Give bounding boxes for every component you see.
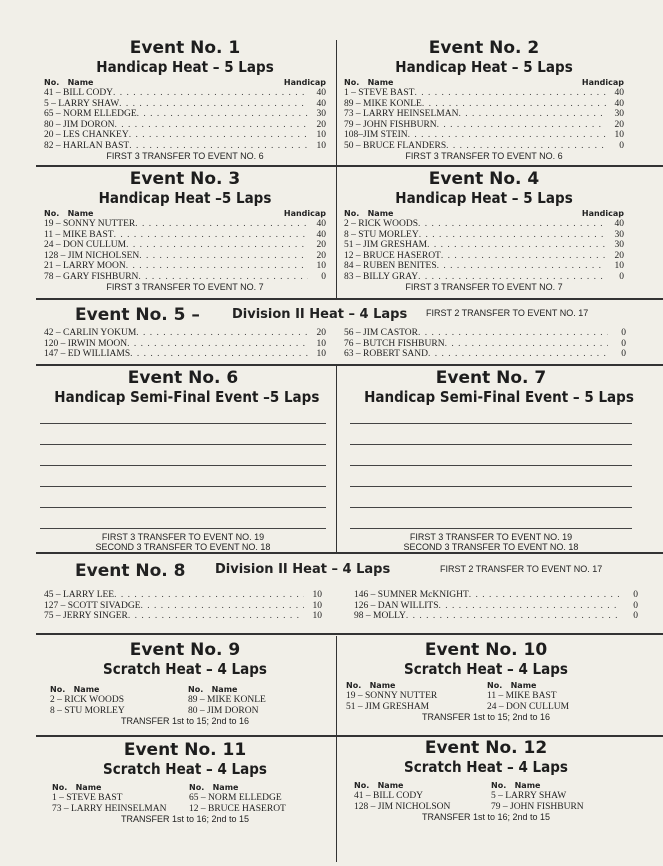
entry-row <box>44 611 322 622</box>
event-title: Event No. 4 <box>428 169 540 189</box>
entry-row <box>346 702 628 713</box>
event-subtitle: Scratch Heat – 4 Laps <box>404 758 568 776</box>
entry-row <box>44 328 326 339</box>
scratch-entries <box>344 777 628 812</box>
dot-leader <box>128 611 304 622</box>
entry-row <box>344 230 624 241</box>
blank-line <box>350 465 632 466</box>
header-no: No. <box>344 78 360 87</box>
header-no: No. <box>487 681 503 690</box>
column-header <box>44 209 326 219</box>
entry-handicap: 0 <box>621 338 626 349</box>
event-subtitle: Handicap Semi-Final Event –5 Laps <box>54 388 320 406</box>
entry-name: 51 – JIM GRESHAM <box>346 701 430 712</box>
entry-row <box>44 219 326 230</box>
entry-row <box>344 99 624 110</box>
event-subtitle: Handicap Heat – 5 Laps <box>395 189 573 207</box>
header-no: No. <box>346 681 362 690</box>
entry-name: 41 – BILL CODY <box>354 791 424 801</box>
event-8-right <box>354 590 638 622</box>
dot-leader <box>418 272 606 283</box>
header-cell <box>354 781 491 791</box>
event-2 <box>344 38 624 161</box>
entry-name: 50 – BRUCE FLANDERS <box>344 140 447 151</box>
entry-name: 147 – ED WILLIAMS <box>44 349 131 359</box>
entry-name: 56 – JIM CASTOR <box>344 328 418 338</box>
entry-list <box>44 590 322 622</box>
transfer-note: TRANSFER 1st to 15; 2nd to 16 <box>421 712 551 722</box>
entry-row <box>44 120 326 131</box>
entry-name: 78 – GARY FISHBURN <box>44 271 139 282</box>
entry-handicap: 30 <box>316 109 326 119</box>
entry-handicap: 10 <box>614 130 624 140</box>
entry-name: 65 – NORM ELLEDGE <box>44 109 137 119</box>
dot-leader <box>437 261 606 272</box>
event-subtitle: Handicap Heat – 5 Laps <box>395 58 573 76</box>
entry-name: 65 – NORM ELLEDGE <box>189 793 282 803</box>
entry-handicap: 20 <box>316 240 326 250</box>
entry-name: 1 – STEVE BAST <box>344 88 415 98</box>
entry-handicap: 10 <box>312 600 322 611</box>
entry-row <box>44 130 326 141</box>
event-5-subtitle: Division II Heat – 4 Laps <box>232 307 408 322</box>
entry-row <box>44 109 326 120</box>
entry-handicap: 30 <box>614 229 624 240</box>
entry-name: 120 – IRWIN MOON <box>44 338 128 349</box>
header-name: Name <box>367 209 394 218</box>
entry-handicap: 40 <box>614 88 624 98</box>
dot-leader <box>419 230 606 241</box>
entry-row <box>44 88 326 99</box>
event-title: Event No. 3 <box>129 169 241 189</box>
entry-handicap: 0 <box>619 271 624 282</box>
entry-name: 45 – LARRY LEE <box>44 590 115 600</box>
entry-handicap: 10 <box>614 261 624 271</box>
event-title: Event No. 7 <box>435 368 547 388</box>
entry-handicap: 0 <box>633 590 638 600</box>
entry-row <box>344 219 624 230</box>
blank-line <box>40 486 326 487</box>
entry-row <box>44 601 322 612</box>
entry-handicap: 0 <box>321 271 326 282</box>
dot-leader <box>114 230 308 241</box>
entry-name: 146 – SUMNER McKNIGHT <box>354 590 469 600</box>
dot-leader <box>129 130 308 141</box>
event-title: Event No. 9 <box>129 640 241 660</box>
scratch-entries <box>44 679 326 716</box>
dot-leader <box>446 141 606 152</box>
entry-row <box>354 611 638 622</box>
column-header <box>354 781 628 791</box>
event-7 <box>350 368 632 552</box>
entry-list <box>344 328 626 360</box>
event-8-left <box>44 590 322 622</box>
entry-row <box>354 590 638 601</box>
entry-handicap: 10 <box>316 349 326 359</box>
blank-lines <box>350 423 632 529</box>
column-header <box>44 78 326 88</box>
entry-handicap: 10 <box>316 130 326 140</box>
entry-handicap: 10 <box>316 140 326 151</box>
entry-name: 76 – BUTCH FISHBURN <box>344 338 445 349</box>
header-handicap: Handicap <box>283 209 326 218</box>
entry-name: 24 – DON CULLUM <box>44 240 127 250</box>
header-cell <box>188 685 326 695</box>
event-subtitle: Scratch Heat – 4 Laps <box>404 660 568 678</box>
entry-name: 80 – JIM DORON <box>44 119 115 130</box>
event-3 <box>44 169 326 292</box>
entry-name: 98 – MOLLY <box>354 611 406 621</box>
blank-line <box>350 507 632 508</box>
column-header <box>346 681 628 691</box>
event-subtitle: Handicap Heat –5 Laps <box>98 189 272 207</box>
entry-handicap: 10 <box>316 338 326 349</box>
header-name: Name <box>367 78 394 87</box>
event-subtitle: Handicap Heat – 5 Laps <box>96 58 274 76</box>
entry-row <box>44 141 326 152</box>
entry-row <box>44 251 326 262</box>
transfer-note: FIRST 3 TRANSFER TO EVENT NO. 7 <box>405 282 563 292</box>
event-1 <box>44 38 326 161</box>
entry-name: 8 – STU MORLEY <box>50 705 125 716</box>
entry-handicap: 20 <box>316 119 326 130</box>
entry-handicap: 40 <box>316 219 326 229</box>
entry-row <box>44 272 326 283</box>
dot-leader <box>129 141 308 152</box>
event-title: Event No. 10 <box>424 640 548 660</box>
event-title: Event No. 2 <box>428 38 540 58</box>
event-6 <box>40 368 326 552</box>
entry-row <box>344 349 626 360</box>
scratch-entries <box>44 779 326 814</box>
dot-leader <box>130 349 308 360</box>
divider <box>36 298 663 300</box>
entry-name: 24 – DON CULLUM <box>487 701 570 712</box>
entry-row <box>44 99 326 110</box>
entry-row <box>344 120 624 131</box>
column-header <box>344 78 624 88</box>
entry-row <box>354 802 628 813</box>
header-name: Name <box>67 209 94 218</box>
column-divider <box>336 636 337 862</box>
scratch-entries <box>344 679 628 712</box>
divider <box>36 165 663 167</box>
entry-row <box>44 240 326 251</box>
header-no: No. <box>491 781 507 790</box>
entry-row <box>44 261 326 272</box>
blank-line <box>350 528 632 529</box>
entry-name: 80 – JIM DORON <box>188 705 259 716</box>
divider <box>36 552 663 554</box>
entry-handicap: 0 <box>619 140 624 151</box>
dot-leader <box>458 109 606 120</box>
dot-leader <box>135 219 308 230</box>
dot-leader <box>469 590 620 601</box>
event-5-note: FIRST 2 TRANSFER TO EVENT NO. 17 <box>426 308 589 318</box>
dot-leader <box>408 130 606 141</box>
header-cell <box>189 783 326 793</box>
dot-leader <box>445 339 608 350</box>
header-no: No. <box>354 781 370 790</box>
entry-name: 19 – SONNY NUTTER <box>346 691 438 701</box>
header-name: Name <box>75 783 102 792</box>
entry-name: 2 – RICK WOODS <box>50 695 124 705</box>
entry-row <box>344 251 624 262</box>
header-no: No. <box>188 685 204 694</box>
entry-row <box>344 328 626 339</box>
transfer-note: FIRST 3 TRANSFER TO EVENT NO. 6 <box>106 151 264 161</box>
transfer-note: SECOND 3 TRANSFER TO EVENT NO. 18 <box>95 542 271 552</box>
entry-name: 108–JIM STEIN <box>344 130 408 140</box>
entry-name: 128 – JIM NICHOLSEN <box>44 250 140 261</box>
entry-handicap: 10 <box>316 261 326 271</box>
column-divider <box>336 366 337 552</box>
entry-name: 84 – RUBEN BENITES <box>344 261 437 271</box>
entry-handicap: 40 <box>614 98 624 109</box>
entry-name: 63 – ROBERT SAND <box>344 349 428 359</box>
event-10 <box>344 640 628 722</box>
entry-name: 75 – JERRY SINGER <box>44 611 128 621</box>
entry-handicap: 0 <box>621 328 626 338</box>
blank-line <box>40 423 326 424</box>
divider <box>36 735 663 737</box>
entry-row <box>50 706 326 717</box>
blank-line <box>40 465 326 466</box>
dot-leader <box>114 120 308 131</box>
entry-name: 5 – LARRY SHAW <box>44 98 120 109</box>
dot-leader <box>119 99 308 110</box>
header-no: No. <box>344 209 360 218</box>
blank-line <box>40 528 326 529</box>
transfer-note: FIRST 3 TRANSFER TO EVENT NO. 7 <box>106 282 264 292</box>
dot-leader <box>418 219 606 230</box>
entry-row <box>344 109 624 120</box>
entry-name: 41 – BILL CODY <box>44 88 114 98</box>
header-cell <box>487 681 628 691</box>
entry-handicap: 20 <box>316 328 326 338</box>
entry-handicap: 30 <box>614 109 624 119</box>
header-no: No. <box>52 783 68 792</box>
divider <box>36 633 663 635</box>
header-name: Name <box>514 781 541 790</box>
entry-row <box>354 791 628 802</box>
event-subtitle: Scratch Heat – 4 Laps <box>103 660 267 678</box>
entry-name: 126 – DAN WILLITS <box>354 600 439 611</box>
entry-name: 5 – LARRY SHAW <box>491 791 567 801</box>
event-11 <box>44 740 326 824</box>
header-name: Name <box>510 681 537 690</box>
entry-handicap: 40 <box>614 219 624 229</box>
entry-handicap: 40 <box>316 88 326 98</box>
entry-handicap: 40 <box>316 229 326 240</box>
header-cell <box>52 783 189 793</box>
blank-line <box>40 507 326 508</box>
entry-name: 11 – MIKE BAST <box>44 229 114 240</box>
header-name: Name <box>67 78 94 87</box>
transfer-note: FIRST 3 TRANSFER TO EVENT NO. 6 <box>405 151 563 161</box>
header-handicap: Handicap <box>581 209 624 218</box>
blank-lines <box>40 423 326 529</box>
entry-handicap: 40 <box>316 98 326 109</box>
transfer-note: FIRST 3 TRANSFER TO EVENT NO. 19 <box>409 532 573 542</box>
entry-row <box>52 804 326 815</box>
transfer-note: FIRST 3 TRANSFER TO EVENT NO. 19 <box>101 532 265 542</box>
entry-row <box>44 590 322 601</box>
dot-leader <box>126 240 308 251</box>
entry-row <box>344 141 624 152</box>
entry-list <box>44 219 326 282</box>
entry-row <box>346 691 628 702</box>
event-title: Event No. 6 <box>127 368 239 388</box>
entry-name: 51 – JIM GRESHAM <box>344 240 428 250</box>
entry-list <box>354 590 638 622</box>
header-no: No. <box>44 209 60 218</box>
dot-leader <box>439 601 620 612</box>
entry-name: 20 – LES CHANKEY <box>44 130 129 140</box>
entry-name: 21 – LARRY MOON <box>44 261 126 271</box>
event-8-subtitle: Division II Heat – 4 Laps <box>215 562 391 577</box>
entry-list <box>344 219 624 282</box>
dot-leader <box>137 109 308 120</box>
entry-name: 89 – MIKE KONLE <box>188 695 266 705</box>
event-8-note: FIRST 2 TRANSFER TO EVENT NO. 17 <box>440 564 603 574</box>
event-subtitle: Handicap Semi-Final Event – 5 Laps <box>364 388 634 406</box>
entry-name: 127 – SCOTT SIVADGE <box>44 600 141 611</box>
dot-leader <box>441 251 606 262</box>
entry-row <box>354 601 638 612</box>
entry-name: 83 – BILLY GRAY <box>344 271 419 282</box>
entry-handicap: 10 <box>312 590 322 600</box>
event-title: Event No. 1 <box>129 38 241 58</box>
header-cell <box>346 681 487 691</box>
blank-line <box>350 486 632 487</box>
entry-list <box>44 328 326 360</box>
entry-name: 79 – JOHN FISHBURN <box>491 801 584 812</box>
dot-leader <box>418 328 608 339</box>
entry-row <box>344 88 624 99</box>
entry-name: 128 – JIM NICHOLSON <box>354 801 451 812</box>
event-subtitle: Scratch Heat – 4 Laps <box>103 760 267 778</box>
header-name: Name <box>73 685 100 694</box>
header-cell <box>491 781 628 791</box>
event-5-right <box>344 328 626 360</box>
divider <box>36 364 663 366</box>
column-header <box>50 685 326 695</box>
header-handicap: Handicap <box>581 78 624 87</box>
entry-row <box>344 261 624 272</box>
header-no: No. <box>50 685 66 694</box>
entry-list <box>344 88 624 151</box>
entry-handicap: 20 <box>614 119 624 130</box>
entry-name: 19 – SONNY NUTTER <box>44 219 136 229</box>
header-handicap: Handicap <box>283 78 326 87</box>
column-header <box>344 209 624 219</box>
dot-leader <box>139 251 308 262</box>
entry-row <box>344 339 626 350</box>
entry-row <box>44 349 326 360</box>
entry-handicap: 30 <box>614 240 624 250</box>
entry-name: 89 – MIKE KONLE <box>344 98 422 109</box>
entry-name: 2 – RICK WOODS <box>344 219 418 229</box>
header-no: No. <box>44 78 60 87</box>
dot-leader <box>136 328 308 339</box>
dot-leader <box>114 590 304 601</box>
dot-leader <box>427 240 606 251</box>
entry-name: 11 – MIKE BAST <box>487 691 557 701</box>
entry-name: 12 – BRUCE HASEROT <box>189 803 286 814</box>
entry-row <box>344 240 624 251</box>
entry-row <box>344 130 624 141</box>
entry-handicap: 20 <box>316 250 326 261</box>
dot-leader <box>127 339 308 350</box>
blank-line <box>40 444 326 445</box>
header-no: No. <box>189 783 205 792</box>
dot-leader <box>141 601 304 612</box>
dot-leader <box>113 88 308 99</box>
transfer-note: SECOND 3 TRANSFER TO EVENT NO. 18 <box>403 542 579 552</box>
dot-leader <box>437 120 606 131</box>
blank-line <box>350 423 632 424</box>
event-5-left <box>44 328 326 360</box>
header-name: Name <box>369 681 396 690</box>
header-name: Name <box>211 685 238 694</box>
entry-row <box>44 339 326 350</box>
dot-leader <box>414 88 606 99</box>
event-title: Event No. 12 <box>424 738 548 758</box>
entry-handicap: 20 <box>614 250 624 261</box>
transfer-note: TRANSFER 1st to 16; 2nd to 15 <box>120 814 250 824</box>
transfer-note: TRANSFER 1st to 16; 2nd to 15 <box>421 812 551 822</box>
entry-handicap: 0 <box>633 611 638 621</box>
column-divider <box>336 40 337 298</box>
event-12 <box>344 738 628 822</box>
entry-name: 8 – STU MORLEY <box>344 229 419 240</box>
dot-leader <box>138 272 308 283</box>
entry-list <box>44 88 326 151</box>
entry-row <box>50 695 326 706</box>
event-8-title: Event No. 8 <box>75 561 186 581</box>
entry-row <box>44 230 326 241</box>
event-5-title: Event No. 5 – <box>75 305 200 325</box>
entry-name: 42 – CARLIN YOKUM <box>44 328 137 338</box>
entry-handicap: 0 <box>633 600 638 611</box>
entry-name: 1 – STEVE BAST <box>52 793 123 803</box>
header-name: Name <box>212 783 239 792</box>
event-4 <box>344 169 624 292</box>
header-name: Name <box>377 781 404 790</box>
entry-name: 79 – JOHN FISHBURN <box>344 119 437 130</box>
blank-line <box>350 444 632 445</box>
entry-name: 73 – LARRY HEINSELMAN <box>52 803 167 814</box>
event-9 <box>44 640 326 726</box>
dot-leader <box>422 99 606 110</box>
entry-name: 73 – LARRY HEINSELMAN <box>344 109 459 119</box>
entry-handicap: 10 <box>312 611 322 621</box>
entry-row <box>344 272 624 283</box>
transfer-note: TRANSFER 1st to 15; 2nd to 16 <box>120 716 250 726</box>
dot-leader <box>126 261 308 272</box>
entry-name: 82 – HARLAN BAST <box>44 140 130 151</box>
entry-handicap: 0 <box>621 349 626 359</box>
event-title: Event No. 11 <box>123 740 247 760</box>
dot-leader <box>428 349 608 360</box>
entry-name: 12 – BRUCE HASEROT <box>344 250 441 261</box>
column-header <box>52 783 326 793</box>
header-cell <box>50 685 188 695</box>
dot-leader <box>406 611 620 622</box>
entry-row <box>52 793 326 804</box>
